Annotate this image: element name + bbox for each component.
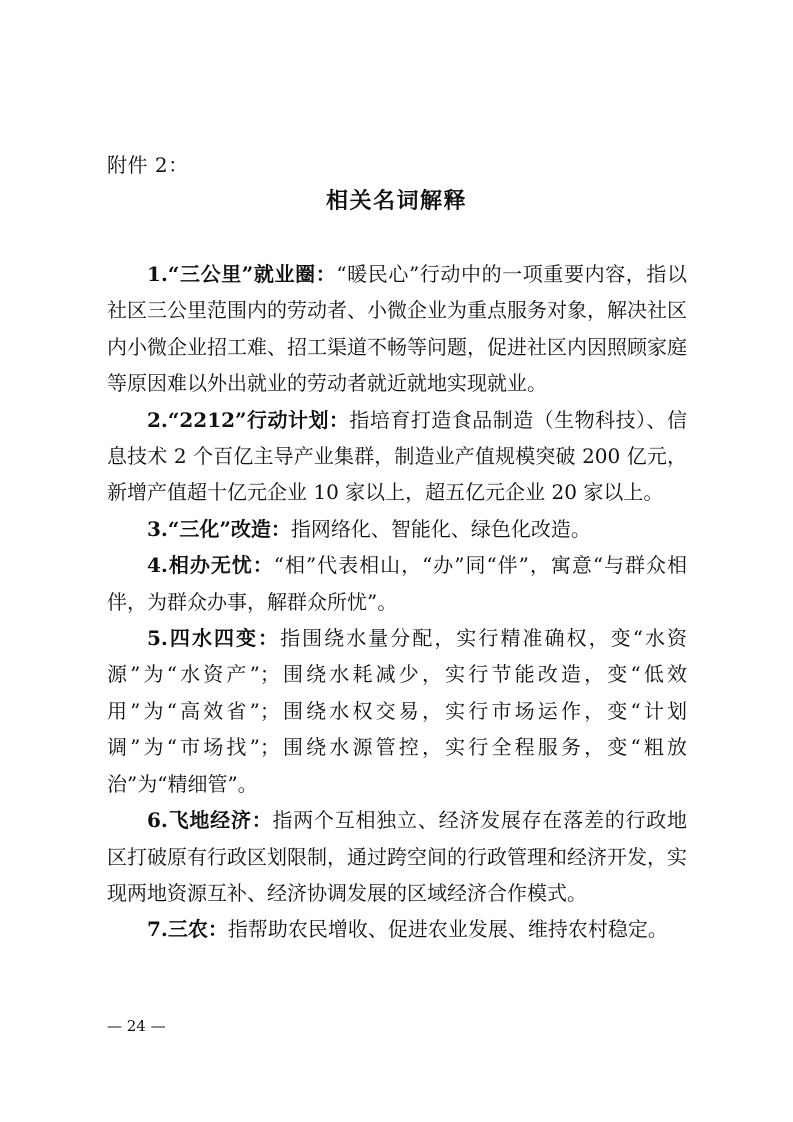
glossary-term: 6.飞地经济： [147,808,273,833]
glossary-term: 2.“2212”行动计划： [147,407,350,432]
glossary-definition: 指围绕水量分配，实行精准确权，变“水资源”为“水资产”；围绕水耗减少，实行节能改造，变“低效用”为“高效省”；围绕水权交易，实行市场运作，变“计划调”为“市场找”；围绕水源管控，实行全程服务，变“粗放治”为“精细管”。 [107,626,687,796]
glossary-item-6 [107,802,687,911]
glossary-definition: 指网络化、智能化、绿色化改造。 [290,516,591,541]
page-number: — 24 — [107,1017,166,1035]
glossary-term: 4.相办无忧： [147,553,274,578]
glossary-definition: 指两个互相独立、经济发展存在落差的行政地区打破原有行政区划限制，通过跨空间的行政管理和经济开发，实现两地资源互补、经济协调发展的区域经济合作模式。 [107,808,687,905]
glossary-item-4 [107,547,687,620]
glossary-item-1 [107,256,687,402]
glossary-body [107,256,687,948]
glossary-definition: 指帮助农民增收、促进农业发展、维持农村稳定。 [227,917,668,942]
page-title: 相关名词解释 [325,188,467,214]
glossary-definition: “暖民心”行动中的一项重要内容，指以社区三公里范围内的劳动者、小微企业为重点服务对象，解决社区内小微企业招工难、招工渠道不畅等问题，促进社区内因照顾家庭等原因难以外出就业的劳动者就近就地实现就业。 [107,262,687,396]
glossary-term: 3.“三化”改造： [147,516,291,541]
glossary-term: 1.“三公里”就业圈： [147,262,337,286]
attachment-label: 附件 2： [107,153,189,177]
glossary-item-3 [107,511,687,547]
glossary-item-5 [107,620,687,802]
glossary-item-2 [107,402,687,511]
glossary-term: 7.三农： [147,917,228,942]
glossary-definition: “相”代表相山，“办”同“伴”，寓意“与群众相伴，为群众办事，解群众所忧”。 [107,553,687,614]
glossary-item-7 [107,911,687,947]
glossary-term: 5.四水四变： [147,626,281,651]
glossary-definition: 指培育打造食品制造（生物科技）、信息技术 2 个百亿主导产业集群，制造业产值规模突破 200 亿元，新增产值超十亿元企业 10 家以上，超五亿元企业 20 家以上。 [107,407,687,505]
